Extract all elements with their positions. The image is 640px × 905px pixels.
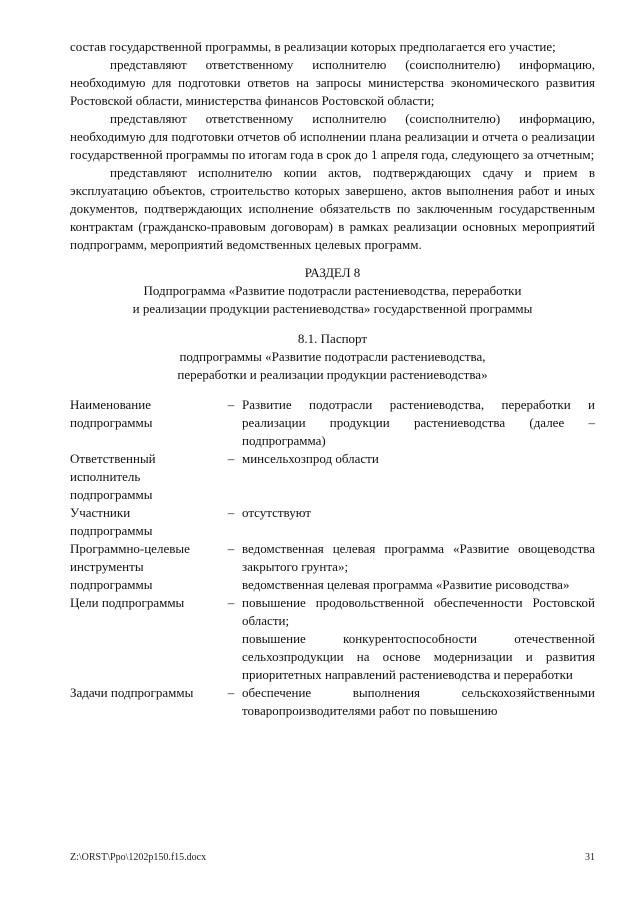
passport-label-line: Цели подпрограммы	[70, 595, 185, 610]
passport-value-paragraph: минсельхозпрод области	[242, 451, 379, 466]
passport-row	[70, 504, 595, 540]
passport-value	[242, 450, 595, 468]
passport-label-line: подпрограммы	[70, 577, 153, 592]
passport-label	[70, 540, 220, 594]
passport-label-line: подпрограммы	[70, 523, 153, 538]
passport-dash: –	[227, 505, 235, 520]
passport-dash: –	[227, 541, 235, 556]
paragraph-4: представляют исполнителю копии актов, подтверждающих сдачу и прием в эксплуатацию объектов, строительство которых завершено, актов выполнения работ и иных документов, подтверждающих исполнение обязательств по заключенным государственным контрактам (гражданско-правовым договорам) в рамках реализации основных мероприятий подпрограмм, мероприятий ведомственных целевых программ.	[70, 165, 595, 252]
passport-label-line: исполнитель	[70, 469, 141, 484]
passport-value-paragraph: ведомственная целевая программа «Развитие рисоводства»	[242, 577, 570, 592]
passport-value-paragraph: повышение конкурентоспособности отечественной сельхозпродукции на основе модернизации и развития приоритетных направлений растениеводства и переработки	[242, 631, 595, 682]
passport-value	[242, 684, 595, 720]
section-heading: РАЗДЕЛ 8	[304, 265, 361, 280]
subsection-header	[70, 330, 595, 384]
passport-label-line: Наименование	[70, 397, 151, 412]
passport-label-line: инструменты	[70, 559, 144, 574]
passport-value-paragraph: ведомственная целевая программа «Развитие овощеводства закрытого грунта»;	[242, 541, 595, 574]
paragraph-1: состав государственной программы, в реализации которых предполагается его участие;	[70, 39, 556, 54]
passport-value	[242, 594, 595, 684]
page-footer	[70, 852, 595, 864]
footer-file-path: Z:\ORST\Ppo\1202p150.f15.docx	[70, 852, 207, 863]
passport-value-paragraph: обеспечение выполнения сельскохозяйственными товаропроизводителями работ по повышению	[242, 685, 595, 718]
passport-dash: –	[227, 685, 235, 700]
subsection-heading: 8.1. Паспорт	[297, 331, 368, 346]
passport-label-line: подпрограммы	[70, 415, 153, 430]
passport-value	[242, 504, 595, 522]
passport-label	[70, 684, 220, 702]
paragraph-2: представляют ответственному исполнителю (соисполнителю) информацию, необходимую для подготовки ответов на запросы министерства экономического развития Ростовской области, министерства финансов Ростовской области;	[70, 57, 595, 108]
subsection-title-line1: подпрограммы «Развитие подотрасли растениеводства,	[179, 349, 486, 364]
passport-label	[70, 396, 220, 432]
passport-row	[70, 594, 595, 684]
passport-dash: –	[227, 595, 235, 610]
passport-table	[70, 396, 595, 720]
passport-label-line: Задачи подпрограммы	[70, 685, 194, 700]
passport-row	[70, 540, 595, 594]
passport-row	[70, 684, 595, 720]
page-number: 31	[585, 852, 595, 863]
passport-value-paragraph: Развитие подотрасли растениеводства, переработки и реализации продукции растениеводства (далее – подпрограмма)	[242, 397, 595, 448]
section-header	[70, 264, 595, 318]
passport-dash: –	[227, 397, 235, 412]
passport-value	[242, 540, 595, 594]
passport-label-line: Участники	[70, 505, 131, 520]
passport-value-paragraph: отсутствуют	[242, 505, 311, 520]
section-title-line1: Подпрограмма «Развитие подотрасли растениеводства, переработки	[143, 283, 522, 298]
passport-label-line: Ответственный	[70, 451, 156, 466]
paragraph-3: представляют ответственному исполнителю (соисполнителю) информацию, необходимую для подготовки отчетов об исполнении плана реализации и отчета о реализации государственной программы по итогам года в срок до 1 апреля года, следующего за отчетным;	[70, 111, 595, 162]
passport-dash: –	[227, 451, 235, 466]
passport-row	[70, 396, 595, 450]
passport-row	[70, 450, 595, 504]
section-title-line2: и реализации продукции растениеводства» государственной программы	[132, 301, 533, 316]
passport-label-line: подпрограммы	[70, 487, 153, 502]
passport-label	[70, 504, 220, 540]
passport-label	[70, 594, 220, 612]
passport-value-paragraph: повышение продовольственной обеспеченности Ростовской области;	[242, 595, 595, 628]
document-body	[70, 38, 595, 720]
subsection-title-line2: переработки и реализации продукции растениеводства»	[177, 367, 488, 382]
passport-label	[70, 450, 220, 504]
passport-value	[242, 396, 595, 450]
passport-label-line: Программно-целевые	[70, 541, 190, 556]
